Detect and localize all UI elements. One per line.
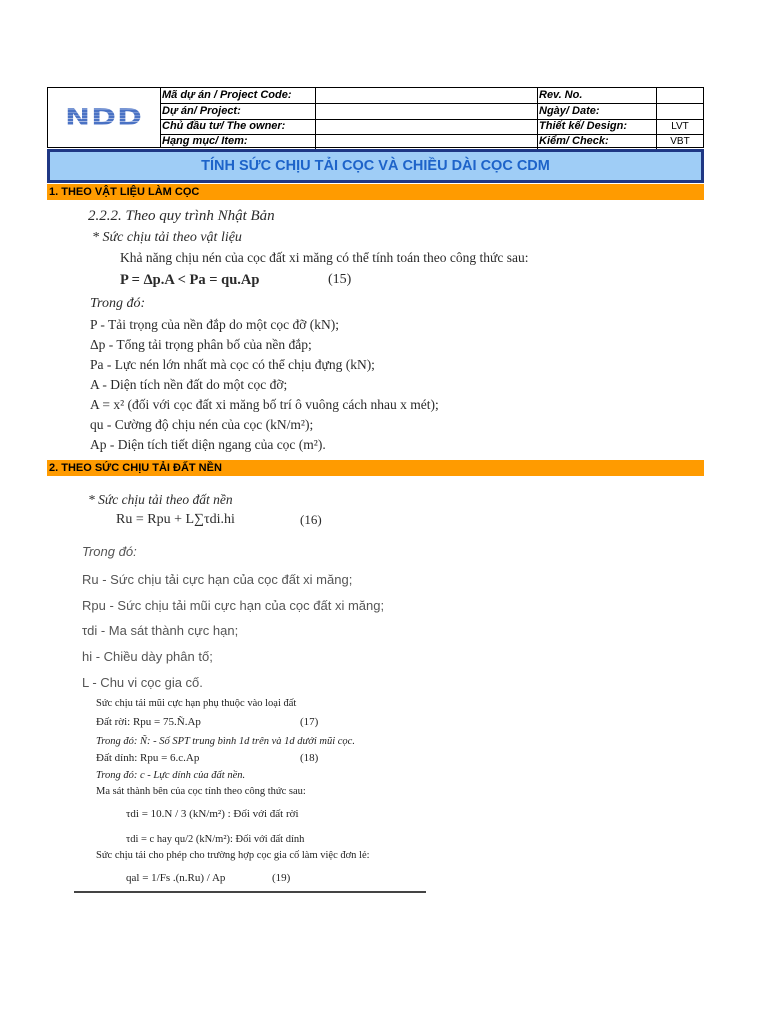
owner-value <box>316 119 538 134</box>
formula-17-number: (17) <box>300 716 319 728</box>
block1-where: Trong đó: <box>90 296 146 311</box>
tip-and-friction-block <box>86 696 426 892</box>
check-label: Kiểm/ Check: <box>537 134 657 149</box>
block1-item: Ap - Diện tích tiết diện ngang của cọc (m²). <box>90 437 326 452</box>
owner-label: Chủ đầu tư/ The owner: <box>160 119 316 134</box>
block1-item: Pa - Lực nén lớn nhất mà cọc có thể chịu đựng (kN); <box>90 357 375 372</box>
project-code-label: Mã dự án / Project Code: <box>160 88 316 103</box>
item-label: Hạng mục/ Item: <box>160 134 316 149</box>
project-code-value <box>316 88 538 103</box>
check-value: VBT <box>670 136 690 147</box>
formula-16: Ru = Rpu + L∑τdi.hi <box>116 512 235 527</box>
formula-18: Đất dính: Rpu = 6.c.Ap <box>96 752 200 764</box>
block1-item: Δp - Tổng tải trọng phân bố của nền đắp; <box>90 337 312 352</box>
block3-line: Trong đó: Ñ: - Số SPT trung bình 1d trên và 1d dưới mũi cọc. <box>96 736 355 747</box>
scan-bottom-rule <box>74 891 426 893</box>
document-title: TÍNH SỨC CHỊU TẢI CỌC VÀ CHIỀU DÀI CỌC CDM <box>47 149 704 183</box>
section-1-header: 1. THEO VẬT LIỆU LÀM CỌC <box>47 184 704 200</box>
project-label: Dự án/ Project: <box>160 104 316 119</box>
block1-item: P - Tải trọng của nền đắp do một cọc đỡ (kN); <box>90 317 339 332</box>
block2-subheading: * Sức chịu tải theo đất nền <box>88 492 233 507</box>
soil-capacity-block <box>82 486 462 696</box>
block2-item: Ru - Sức chịu tải cực hạn của cọc đất xi măng; <box>82 572 353 587</box>
design-value: LVT <box>671 121 689 132</box>
date-label: Ngày/ Date: <box>537 104 657 119</box>
block1-subheading: * Sức chịu tải theo vật liệu <box>92 230 242 245</box>
header-row-owner <box>160 119 703 135</box>
block3-line: Sức chịu tải mũi cực hạn phụ thuộc vào loại đất <box>96 698 297 709</box>
block3-line: Sức chịu tải cho phép cho trường hợp cọc gia cố làm việc đơn lẻ: <box>96 850 370 861</box>
friction-formula-clay: τdi = c hay qu/2 (kN/m²): Đối với đất dính <box>126 834 305 845</box>
item-value <box>316 134 538 149</box>
block2-item: Rpu - Sức chịu tải mũi cực hạn của cọc đất xi măng; <box>82 598 385 613</box>
company-logo <box>64 103 144 131</box>
rev-no-value <box>657 88 703 103</box>
logo-cell <box>48 88 161 147</box>
block3-line: Trong đó: c - Lực dính của đất nền. <box>96 770 246 781</box>
formula-16-number: (16) <box>300 512 322 527</box>
date-value <box>657 104 703 119</box>
block1-intro: Khả năng chịu nén của cọc đất xi măng có thể tính toán theo công thức sau: <box>120 250 529 265</box>
formula-15: P = Δp.A < Pa = qu.Ap <box>120 272 260 288</box>
formula-18-number: (18) <box>300 752 319 764</box>
header-row-project-code <box>160 88 703 104</box>
logo-text: NDD <box>65 103 143 131</box>
formula-19-number: (19) <box>272 872 291 884</box>
formula-17: Đất rời: Rpu = 75.Ñ.Ap <box>96 716 201 728</box>
header-row-project <box>160 104 703 120</box>
block1-item: qu - Cường độ chịu nén của cọc (kN/m²); <box>90 417 314 432</box>
block3-line: Ma sát thành bên của cọc tính theo công thức sau: <box>96 786 306 797</box>
block2-item: τdi - Ma sát thành cực hạn; <box>82 623 239 638</box>
design-label: Thiết kế/ Design: <box>537 119 657 134</box>
friction-formula-sand: τdi = 10.N / 3 (kN/m²) : Đối với đất rời <box>126 808 299 820</box>
formula-19: qal = 1/Fs .(n.Ru) / Ap <box>126 872 226 884</box>
project-value <box>316 104 538 119</box>
header-row-item <box>160 134 703 149</box>
block2-item: hi - Chiều dày phân tố; <box>82 649 213 664</box>
block2-where: Trong đó: <box>82 544 137 559</box>
project-header-table <box>47 87 704 148</box>
block1-heading: 2.2.2. Theo quy trình Nhật Bản <box>88 208 275 224</box>
block1-item: A = x² (đối với cọc đất xi măng bố trí ô vuông cách nhau x mét); <box>90 397 439 412</box>
block1-item: A - Diện tích nền đất do một cọc đỡ; <box>90 377 288 392</box>
formula-15-number: (15) <box>328 272 352 287</box>
material-capacity-block <box>88 204 608 454</box>
rev-no-label: Rev. No. <box>537 88 657 103</box>
section-2-header: 2. THEO SỨC CHỊU TẢI ĐẤT NỀN <box>47 460 704 476</box>
block2-item: L - Chu vi cọc gia cố. <box>82 675 203 690</box>
